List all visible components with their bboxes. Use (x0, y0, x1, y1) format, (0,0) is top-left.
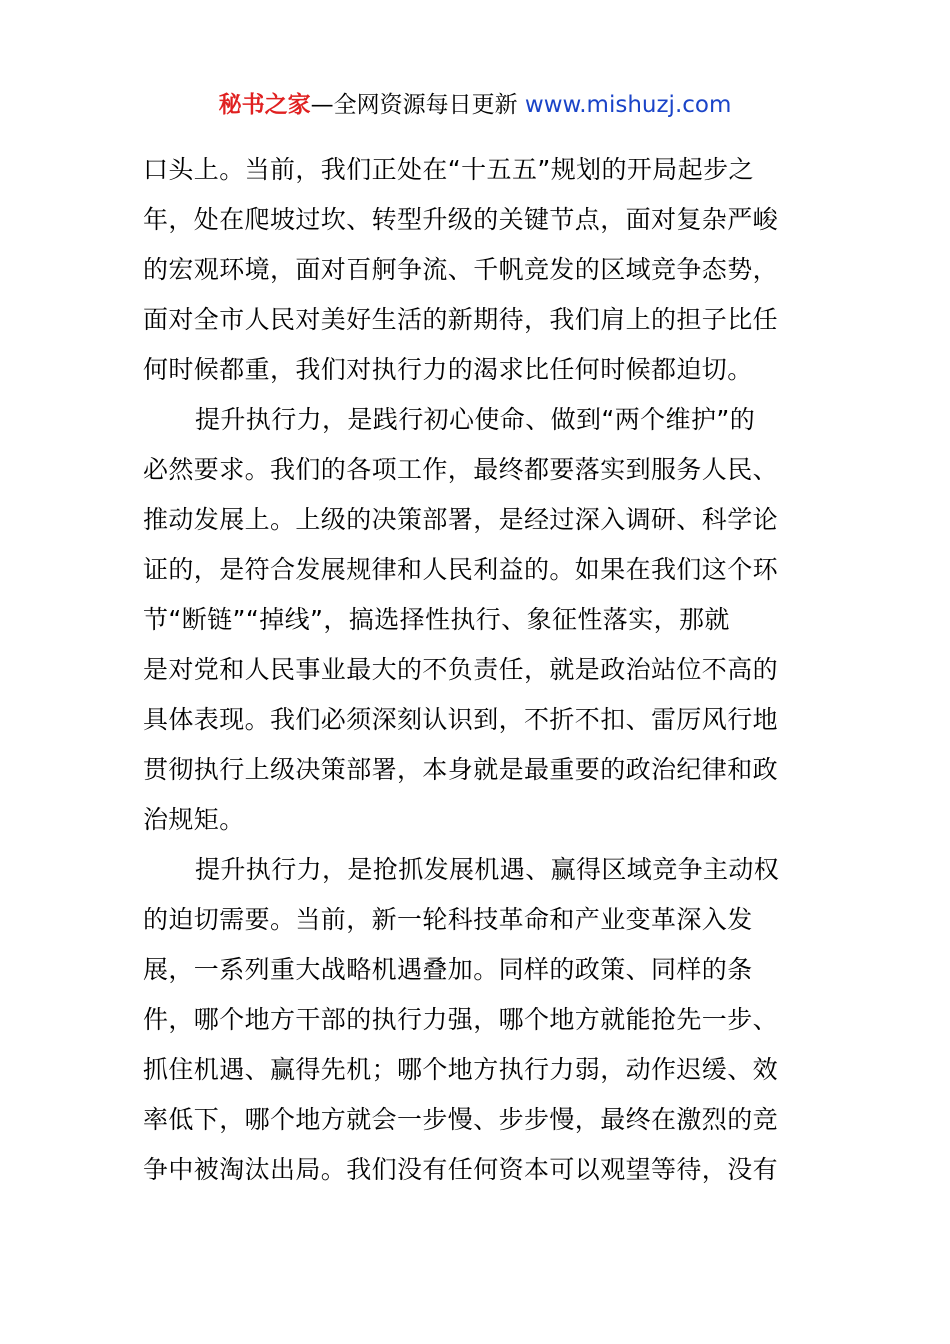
text-line: 的迫切需要。当前，新一轮科技革命和产业变革深入发 (143, 905, 753, 934)
text-line: 口头上。当前，我们正处在“十五五”规划的开局起步之 (143, 155, 754, 184)
text-line: 率低下，哪个地方就会一步慢、步步慢，最终在激烈的竞 (143, 1105, 779, 1134)
text-line: 必然要求。我们的各项工作，最终都要落实到服务人民、 (143, 455, 779, 484)
text-line: 抓住机遇、赢得先机；哪个地方执行力弱，动作迟缓、效 (143, 1055, 779, 1084)
text-line: 何时候都重，我们对执行力的渴求比任何时候都迫切。 (143, 355, 753, 384)
brand-name: 秘书之家 (218, 92, 311, 118)
text-line: 贯彻执行上级决策部署，本身就是最重要的政治纪律和政 (143, 755, 779, 784)
paragraph-start-line: 提升执行力，是践行初心使命、做到“两个维护”的 (195, 405, 756, 434)
text-line: 争中被淘汰出局。我们没有任何资本可以观望等待，没有 (143, 1155, 779, 1184)
site-header (0, 88, 950, 122)
paragraph-start-line: 提升执行力，是抢抓发展机遇、赢得区域竞争主动权 (195, 855, 780, 884)
text-line: 的宏观环境，面对百舸争流、千帆竞发的区域竞争态势， (143, 255, 779, 284)
header-tagline: —全网资源每日更新 (310, 92, 518, 118)
text-line: 证的，是符合发展规律和人民利益的。如果在我们这个环 (143, 555, 779, 584)
site-url-link[interactable]: www.mishuzj.com (524, 92, 732, 118)
text-line: 治规矩。 (143, 805, 245, 834)
text-line: 件，哪个地方干部的执行力强，哪个地方就能抢先一步、 (143, 1005, 779, 1034)
document-body (143, 145, 809, 1195)
text-line: 具体表现。我们必须深刻认识到，不折不扣、雷厉风行地 (143, 705, 779, 734)
text-line: 年，处在爬坡过坎、转型升级的关键节点，面对复杂严峻 (143, 205, 779, 234)
text-line: 节“断链”“掉线”，搞选择性执行、象征性落实，那就 (143, 605, 730, 634)
text-line: 展，一系列重大战略机遇叠加。同样的政策、同样的条 (143, 955, 753, 984)
text-line: 是对党和人民事业最大的不负责任，就是政治站位不高的 (143, 655, 779, 684)
text-line: 面对全市人民对美好生活的新期待，我们肩上的担子比任 (143, 305, 779, 334)
text-line: 推动发展上。上级的决策部署，是经过深入调研、科学论 (143, 505, 779, 534)
